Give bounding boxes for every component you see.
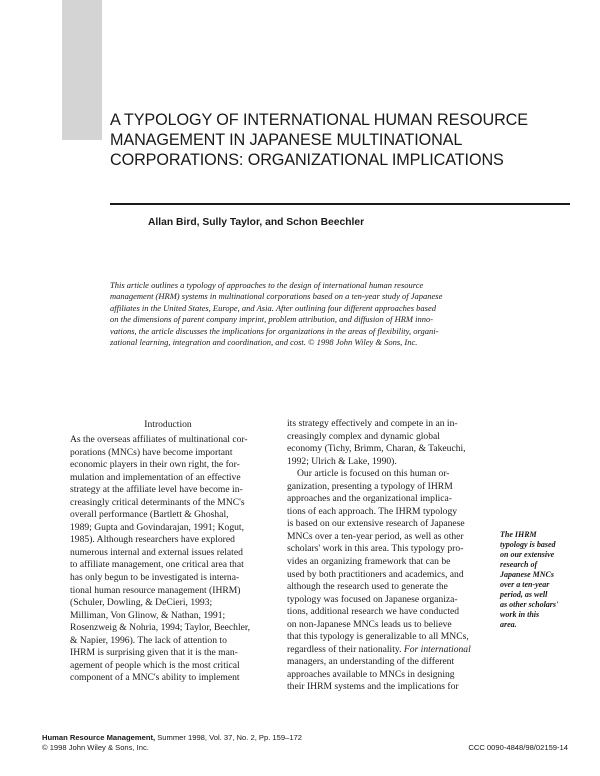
body-line: numerous internal and external issues related: [70, 546, 243, 558]
body-line: (Schuler, Dowling, & DeCieri, 1993;: [70, 597, 213, 609]
abstract-line: management (HRM) systems in multinational corporations based on a ten-year study of Japanese: [110, 291, 443, 302]
pull-quote-line: over a ten-year: [500, 580, 550, 589]
title-rule: [110, 203, 570, 205]
journal-name: Human Resource Management,: [42, 733, 156, 742]
section-heading: Introduction: [144, 419, 192, 430]
right-column: [287, 418, 471, 694]
article-title: [110, 110, 560, 170]
body-line: their IHRM systems and the implications for: [287, 681, 459, 693]
title-line: MANAGEMENT IN JAPANESE MULTINATIONAL: [110, 131, 463, 149]
body-line: on non-Japanese MNCs leads us to believe: [287, 618, 452, 630]
body-line: tions, additional research we have conducted: [287, 606, 460, 618]
pull-quote-line: as other scholars': [500, 600, 559, 609]
body-line: component of a MNC's ability to implement: [70, 672, 240, 684]
body-line: tional human resource management (IHRM): [70, 584, 241, 596]
title-line: CORPORATIONS: ORGANIZATIONAL IMPLICATIONS: [110, 151, 504, 169]
body-line: MNCs over a ten-year period, as well as other: [287, 530, 464, 542]
pull-quote-line: period, as well: [500, 590, 548, 599]
body-line: its strategy effectively and compete in an in-: [287, 418, 458, 429]
pull-quote-line: work in this: [500, 610, 540, 619]
body-line: Milliman, Von Glinow, & Nathan, 1991;: [70, 609, 226, 621]
body-line: 1992; Ulrich & Lake, 1990).: [287, 455, 397, 467]
body-line: scholars' work in this area. This typology pro-: [287, 543, 464, 555]
title-line: A TYPOLOGY OF INTERNATIONAL HUMAN RESOURCE: [110, 111, 528, 129]
body-line: that this typology is generalizable to all MNCs,: [287, 631, 469, 643]
decorative-gray-bar: [62, 0, 102, 140]
body-line: As the overseas affiliates of multinational cor-: [70, 434, 248, 445]
left-column: [70, 434, 250, 685]
abstract-line: affiliates in the United States, Europe, and Asia. After outlining four different approaches based: [110, 302, 436, 313]
body-line: 1989; Gupta and Govindarajan, 1991; Kogut,: [70, 521, 244, 533]
footer-journal-line: [42, 733, 302, 743]
body-line: strategy at the affiliate level have become in-: [70, 484, 243, 496]
abstract-line: This article outlines a typology of approaches to the design of international human resource: [110, 280, 424, 290]
body-line: creasingly critical determinants of the MNC's: [70, 496, 245, 508]
body-line: Our article is focused on this human or-: [297, 468, 450, 480]
body-line: IHRM is surprising given that it is the man-: [70, 647, 238, 659]
body-line-text: regardless of their nationality.: [287, 643, 402, 655]
abstract-line: zational learning, integration and coordination, and cost. © 1998 John Wiley & Sons, Inc.: [110, 337, 418, 348]
body-line: approaches and the organizational implica-: [287, 493, 452, 505]
pull-quote-line: on our extensive: [500, 550, 555, 559]
body-line: is based on our extensive research of Japanese: [287, 518, 465, 530]
body-line: although the research used to generate the: [287, 581, 448, 593]
footer-ccc-code: CCC 0090-4848/98/02159-14: [468, 743, 568, 752]
pull-quote-line: The IHRM: [500, 530, 537, 539]
body-line: vides an organizing framework that can be: [287, 556, 451, 568]
body-line: [287, 644, 471, 657]
body-line-italic: For international: [403, 643, 471, 655]
pull-quote-line: typology is based: [500, 540, 556, 549]
pull-quote-line: research of: [500, 560, 538, 569]
body-line: economic players in their own right, the for-: [70, 459, 240, 471]
body-line: 1985). Although researchers have explored: [70, 534, 235, 546]
body-line: has only begun to be investigated is interna-: [70, 572, 240, 584]
body-line: typology was focused on Japanese organiza-: [287, 593, 458, 605]
authors: Allan Bird, Sully Taylor, and Schon Beechler: [148, 217, 365, 228]
body-line: managers, an understanding of the different: [287, 656, 455, 668]
margin-pull-quote: [500, 530, 572, 630]
body-line: mulation and implementation of an effective: [70, 471, 241, 483]
journal-issue: Summer 1998, Vol. 37, No. 2, Pp. 159–172: [155, 733, 302, 742]
body-line: used by both practitioners and academics, and: [287, 568, 464, 580]
pull-quote-line: area.: [500, 620, 517, 629]
abstract: [110, 280, 510, 348]
abstract-line: on the dimensions of parent company imprint, problem attribution, and diffusion of HRM inno-: [110, 314, 434, 325]
body-line: Rosenzweig & Nohria, 1994; Taylor, Beechler,: [70, 622, 251, 634]
pull-quote-line: Japanese MNCs: [500, 570, 555, 579]
body-line: overall performance (Bartlett & Ghoshal,: [70, 509, 229, 521]
abstract-line: vations, the article discusses the implications for organizations in the areas of flexibility, organi-: [110, 325, 439, 336]
body-line: approaches available to MNCs in designing: [287, 668, 455, 680]
body-line: & Napier, 1996). The lack of attention to: [70, 634, 227, 646]
body-line: creasingly complex and dynamic global: [287, 430, 440, 442]
body-line: porations (MNCs) have become important: [70, 446, 233, 458]
body-line: ganization, presenting a typology of IHRM: [287, 480, 453, 492]
body-line: to affiliate management, one critical area that: [70, 559, 244, 571]
footer-copyright: © 1998 John Wiley & Sons, Inc.: [42, 743, 149, 752]
body-line: agement of people which is the most critical: [70, 659, 240, 671]
body-line: tions of each approach. The IHRM typology: [287, 505, 458, 517]
body-line: economy (Tichy, Brimm, Charan, & Takeuchi,: [287, 443, 466, 455]
footer-citation: [42, 733, 302, 753]
